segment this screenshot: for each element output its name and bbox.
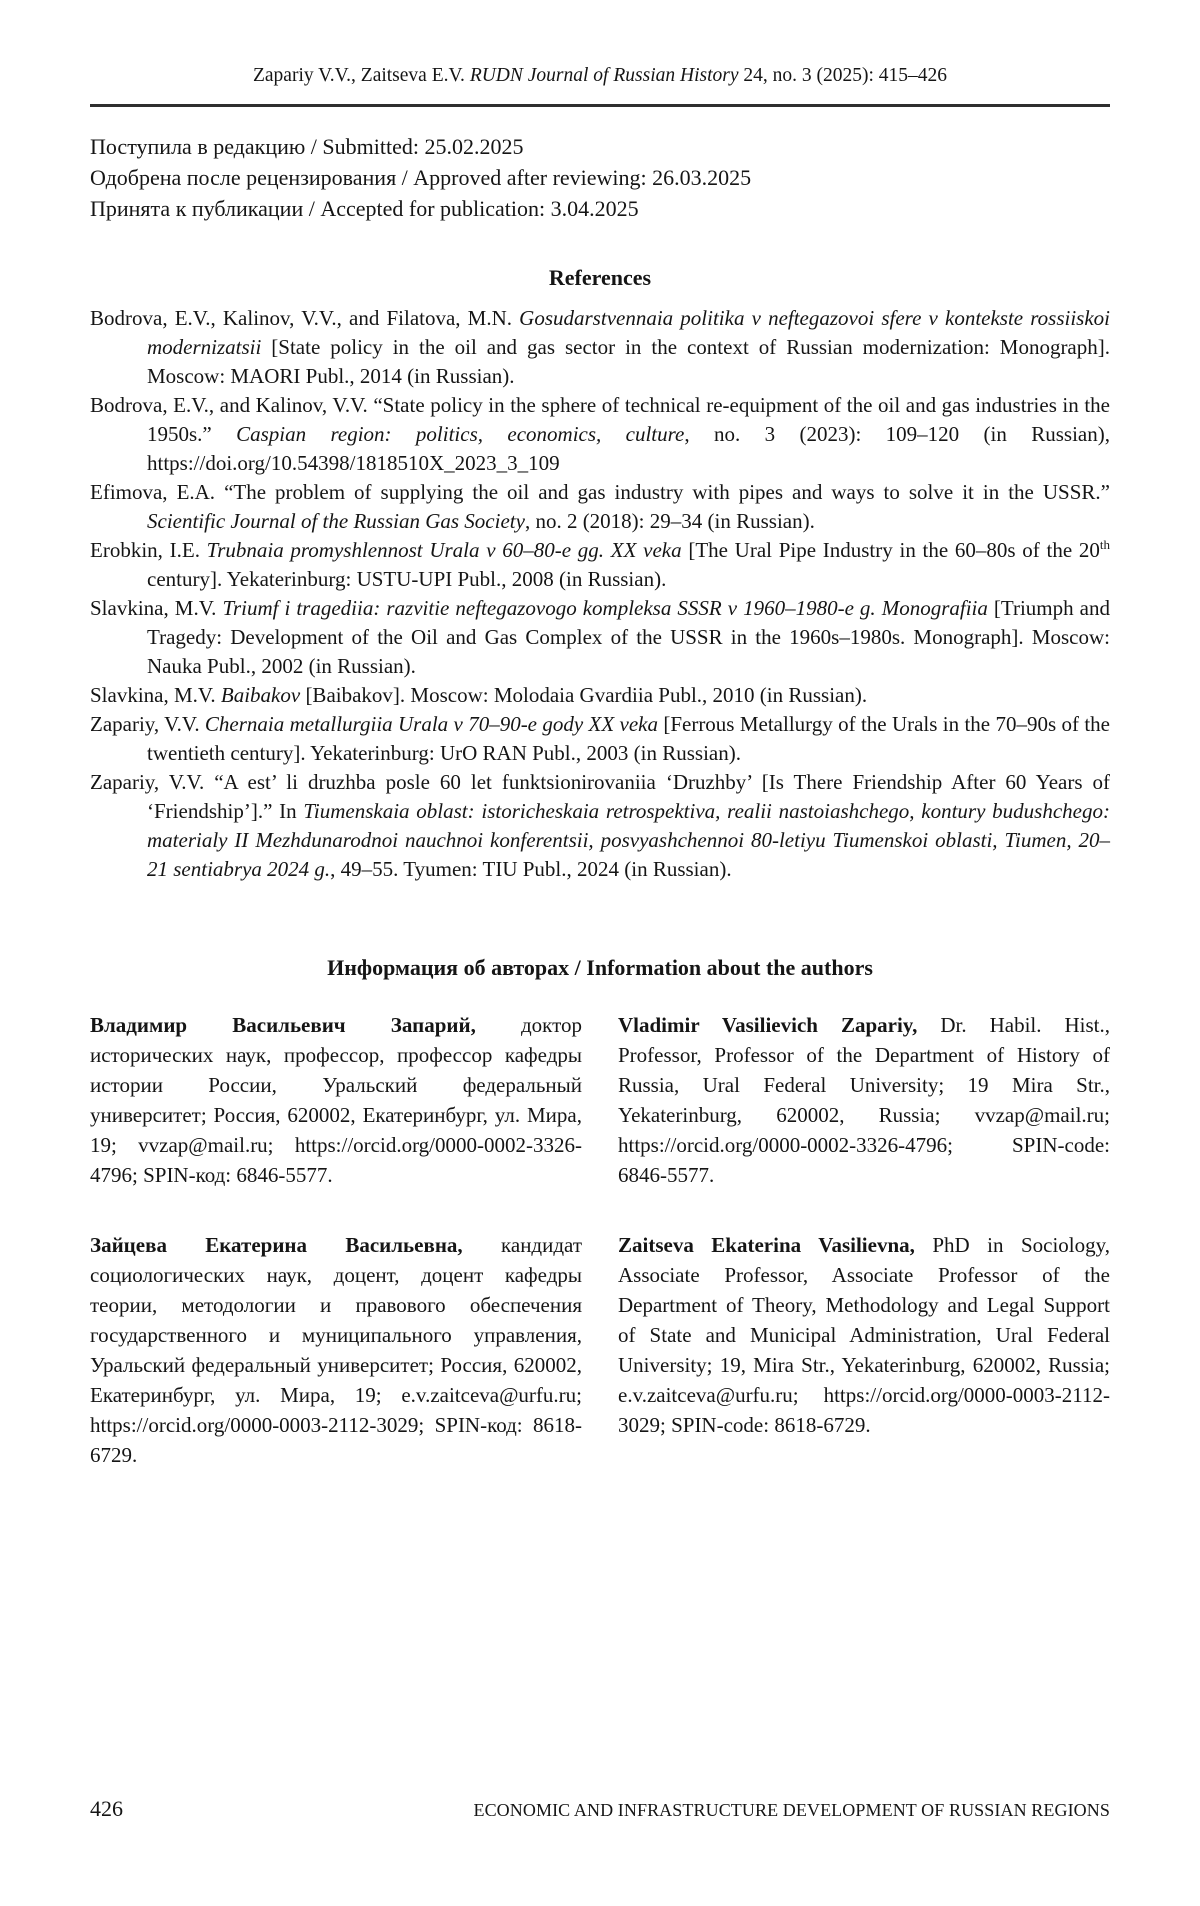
author-name: Vladimir Vasilievich Zapariy,: [618, 1013, 918, 1037]
text-run: Slavkina, M.V.: [90, 683, 221, 707]
author-details: кандидат социологических наук, доцент, доцент кафедры теории, методологии и правового обеспечения государственного и муниципального управления, Уральский федеральный университет; Россия, 620002, Екатеринбург, ул. Мира, 19; e.v.zaitceva@urfu.ru; https://orcid.org/0000-0003-2112-3029; SPIN-код: 8618-6729.: [90, 1233, 582, 1467]
references-heading: References: [548, 265, 652, 290]
reference-entry: [90, 478, 1110, 536]
reference-entry: [90, 768, 1110, 884]
text-run: 24, no. 3 (2025): 415–426: [738, 65, 948, 86]
text-run: [State policy in the oil and gas sector in the context of Russian modernization: Monograph]. Moscow: MAORI Publ., 2014 (in Russian).: [147, 335, 1110, 388]
text-run: Baibakov: [220, 683, 301, 707]
running-header: [90, 0, 1110, 88]
reference-entry: [90, 391, 1110, 478]
text-run: , no. 3 (2023): 109–120 (in Russian), https://doi.org/10.54398/1818510X_2023_3_109: [147, 422, 1110, 475]
text-run: [Baibakov]. Moscow: Molodaia Gvardiia Publ., 2010 (in Russian).: [300, 683, 868, 707]
reference-entry: [90, 594, 1110, 681]
author-paragraph: [90, 1010, 582, 1190]
references-list: [90, 304, 1110, 884]
header-rule: [90, 104, 1110, 107]
reference-entry: [90, 710, 1110, 768]
author-paragraph: [90, 1230, 582, 1470]
reference-entry: [90, 536, 1110, 594]
author-info-en: [618, 1230, 1110, 1470]
text-run: Caspian region: politics, economics, culture: [236, 422, 685, 446]
text-run: Tiumenskaia oblast: istoricheskaia retrospektiva, realii nastoiashchego, kontury budushchego: materialy II Mezhdunarodnoi nauchnoi konferentsii, posvyashchennoi 80-letiyu Tiumenskoi oblasti, Tiumen, 20–21 sentiabrya 2024 g.: [147, 799, 1110, 881]
running-title: ECONOMIC AND INFRASTRUCTURE DEVELOPMENT OF RUSSIAN REGIONS: [473, 1800, 1110, 1820]
text-run: , 49–55. Tyumen: TIU Publ., 2024 (in Russian).: [330, 857, 732, 881]
page-number: 426: [90, 1796, 123, 1821]
text-run: Bodrova, E.V., Kalinov, V.V., and Filatova, M.N.: [90, 306, 520, 330]
approved-date-line: Одобрена после рецензирования / Approved after reviewing: 26.03.2025: [90, 165, 752, 190]
text-run: Efimova, E.A. “The problem of supplying the oil and gas industry with pipes and ways to solve it in the USSR.”: [90, 480, 1110, 504]
text-run: Gosudarstvennaia politika v neftegazovoi sfere v kontekste rossiiskoi modernizatsii: [147, 306, 1110, 359]
author-details: Dr. Habil. Hist., Professor, Professor of the Department of History of Russia, Ural Federal University; 19 Mira Str., Yekaterinburg, 620002, Russia; vvzap@mail.ru; https://orcid.org/0000-0002-3326-4796; SPIN-code: 6846-5577.: [618, 1013, 1110, 1187]
text-run: Bodrova, E.V., and Kalinov, V.V. “State policy in the sphere of technical re-equipment of the oil and gas industries in the 1950s.”: [90, 393, 1110, 446]
author-paragraph: [618, 1010, 1110, 1190]
submission-dates: [90, 131, 1110, 224]
accepted-date-line: Принята к публикации / Accepted for publication: 3.04.2025: [90, 196, 639, 221]
text-run: [Triumph and Tragedy: Development of the Oil and Gas Complex of the USSR in the 1960s–1980s. Monograph]. Moscow: Nauka Publ., 2002 (in Russian).: [147, 596, 1110, 678]
text-run: Trubnaia promyshlennost Urala v 60–80-e gg. XX veka: [206, 538, 682, 562]
text-run: Zapariy, V.V.: [90, 712, 205, 736]
text-run: [The Ural Pipe Industry in the 60–80s of the 20: [681, 538, 1100, 562]
submitted-date-line: Поступила в редакцию / Submitted: 25.02.2025: [90, 134, 524, 159]
author-name: Владимир Васильевич Запарий,: [90, 1013, 476, 1037]
author-info-en: [618, 1010, 1110, 1190]
text-run: Zapariy V.V., Zaitseva E.V.: [252, 65, 470, 86]
author-info-ru: [90, 1230, 582, 1470]
authors-heading: Информация об авторах / Information about the authors: [327, 955, 873, 980]
text-run: th: [1099, 537, 1110, 552]
reference-entry: [90, 681, 1110, 710]
text-run: Scientific Journal of the Russian Gas Society: [147, 509, 525, 533]
page-footer: [90, 1796, 1110, 1822]
author-name: Зайцева Екатерина Васильевна,: [90, 1233, 463, 1257]
text-run: Erobkin, I.E.: [90, 538, 207, 562]
authors-grid: [90, 1010, 1110, 1470]
reference-entry: [90, 304, 1110, 391]
text-run: [Ferrous Metallurgy of the Urals in the 70–90s of the twentieth century]. Yekaterinburg: UrO RAN Publ., 2003 (in Russian).: [147, 712, 1110, 765]
text-run: Slavkina, M.V.: [90, 596, 223, 620]
author-paragraph: [618, 1230, 1110, 1440]
author-details: PhD in Sociology, Associate Professor, Associate Professor of the Department of Theory, Methodology and Legal Support of State and Municipal Administration, Ural Federal University; 19, Mira Str., Yekaterinburg, 620002, Russia; e.v.zaitceva@urfu.ru; https://orcid.org/0000-0003-2112-3029; SPIN-code: 8618-6729.: [618, 1233, 1110, 1437]
text-run: RUDN Journal of Russian History: [469, 65, 739, 86]
author-name: Zaitseva Ekaterina Vasilievna,: [618, 1233, 915, 1257]
text-run: , no. 2 (2018): 29–34 (in Russian).: [524, 509, 815, 533]
text-run: century]. Yekaterinburg: USTU-UPI Publ., 2008 (in Russian).: [147, 567, 667, 591]
author-details: доктор исторических наук, профессор, профессор кафедры истории России, Уральский федеральный университет; Россия, 620002, Екатеринбург, ул. Мира, 19; vvzap@mail.ru; https://orcid.org/0000-0002-3326-4796; SPIN-код: 6846-5577.: [90, 1013, 582, 1187]
author-info-ru: [90, 1010, 582, 1190]
text-run: Chernaia metallurgiia Urala v 70–90-e gody XX veka: [204, 712, 658, 736]
text-run: Triumf i tragediia: razvitie neftegazovogo kompleksa SSSR v 1960–1980-e g. Monografiia: [222, 596, 988, 620]
text-run: Zapariy, V.V. “A est’ li druzhba posle 60 let funktsionirovaniia ‘Druzhby’ [Is There Friendship After 60 Years of ‘Friendship’].” In: [90, 770, 1110, 823]
